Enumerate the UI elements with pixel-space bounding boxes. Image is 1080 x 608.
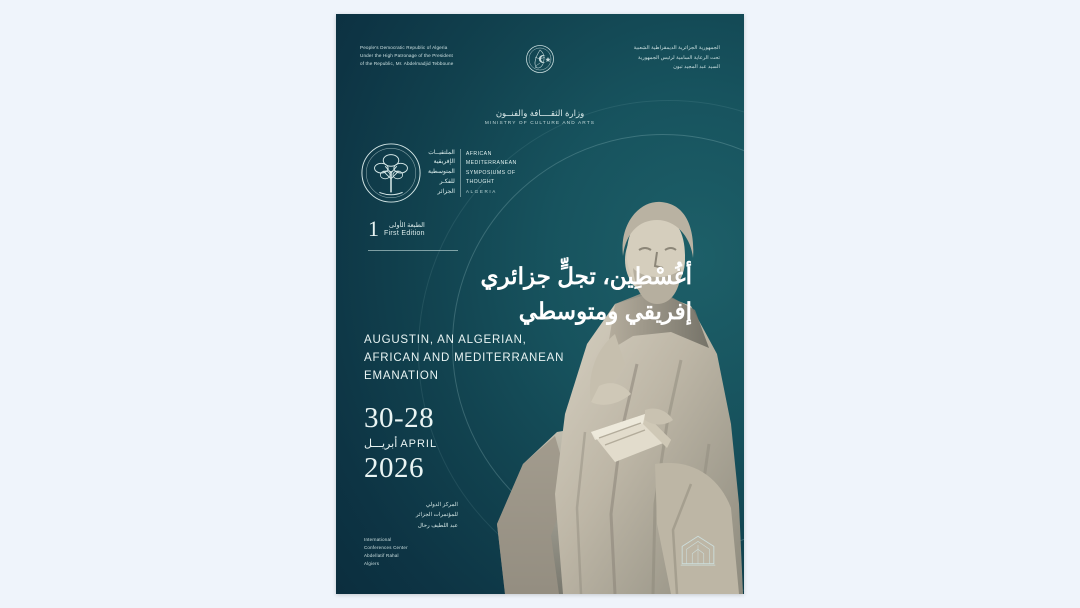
- venue-arabic-line-2: للمؤتمرات الجزائر: [415, 512, 458, 519]
- header-right-text: [600, 44, 720, 76]
- header-right-line-2: تحت الرعاية السامية لرئيس الجمهورية: [637, 54, 720, 61]
- venue-english-line-2: Conferences Center: [364, 545, 408, 551]
- ministry-english: MINISTRY OF CULTURE AND ARTS: [484, 121, 596, 126]
- title-arabic-line-1: أغُسْطِين، تجلٍّ جزائري: [480, 263, 692, 289]
- title-english-line-2: AFRICAN AND MEDITERRANEAN: [364, 351, 565, 364]
- event-poster: [336, 14, 744, 594]
- venue-english-line-3: Abdellatif Rahal: [364, 553, 399, 559]
- algeria-national-emblem: [525, 42, 555, 76]
- date-month-english: APRIL: [400, 438, 438, 450]
- edition-arabic: الطبعة الأولى: [389, 222, 425, 229]
- edition-labels: [384, 221, 425, 237]
- logo-arabic-text: [428, 149, 455, 198]
- title-english-line-1: AUGUSTIN, AN ALGERIAN,: [364, 334, 527, 346]
- logo-arabic-line-3: المتوسطية: [428, 169, 455, 176]
- date-month-arabic: أبريـــل: [364, 438, 398, 450]
- title-english-line-3: EMANATION: [364, 369, 439, 382]
- logo-english-line-2: MEDITERRANEAN: [465, 160, 517, 167]
- date-year: 2026: [364, 452, 424, 484]
- venue-english-line-1: International: [364, 537, 392, 543]
- edition-block: [368, 216, 425, 241]
- logo-arabic-line-2: الإفريقية: [433, 159, 455, 166]
- edition-english: First Edition: [384, 230, 425, 237]
- logo-arabic-line-4: للفكـر: [439, 178, 455, 185]
- title-arabic-line-2: إفريقي ومتوسطي: [518, 297, 692, 324]
- logo-english-line-3: SYMPOSIUMS OF: [465, 169, 516, 176]
- poster-header: [336, 44, 744, 76]
- poster-title-english: [364, 332, 664, 385]
- venue-english: [364, 536, 484, 569]
- venue-arabic: [364, 500, 458, 531]
- date-month: [364, 437, 437, 450]
- ministry-of-culture-seal: [676, 532, 720, 568]
- logo-english-line-1: AFRICAN: [465, 150, 492, 157]
- header-left-line-3: of the Republic, Mr. Abdelmadjid Tebboune: [360, 61, 454, 67]
- ministry-line: [336, 108, 744, 126]
- logo-arabic-line-1: الملتقيــات: [428, 149, 455, 156]
- header-left-line-2: Under the High Patronage of the President: [360, 53, 453, 59]
- venue-block: [364, 500, 484, 569]
- header-left-line-1: People's Democratic Republic of Algeria: [360, 45, 448, 50]
- logo-english-country: ALGERIA: [465, 189, 497, 194]
- venue-arabic-line-3: عبد اللطيف رحال: [417, 522, 458, 529]
- venue-english-line-4: Algiers: [364, 561, 380, 567]
- edition-number: 1: [368, 216, 379, 241]
- logo-english-line-4: THOUGHT: [465, 179, 495, 186]
- olive-tree-circle-logo: [360, 142, 422, 204]
- header-left-text: [360, 44, 480, 76]
- header-right-line-1: الجمهورية الجزائرية الديمقراطية الشعبية: [633, 45, 720, 51]
- symposium-logo: [360, 142, 517, 204]
- logo-arabic-country: الجزائر: [437, 188, 455, 195]
- logo-english-text: [466, 150, 517, 197]
- event-dates: [364, 404, 437, 483]
- venue-arabic-line-1: المركز الدولي: [425, 502, 458, 508]
- edition-rule: [368, 250, 458, 251]
- logo-divider: [460, 149, 461, 198]
- header-right-line-3: السيد عبد المجيد تبون: [673, 64, 720, 71]
- ministry-arabic: وزارة الثقــــافة والفنــون: [495, 108, 585, 118]
- poster-title-arabic: [362, 259, 692, 328]
- date-day-range: 30-28: [364, 402, 435, 434]
